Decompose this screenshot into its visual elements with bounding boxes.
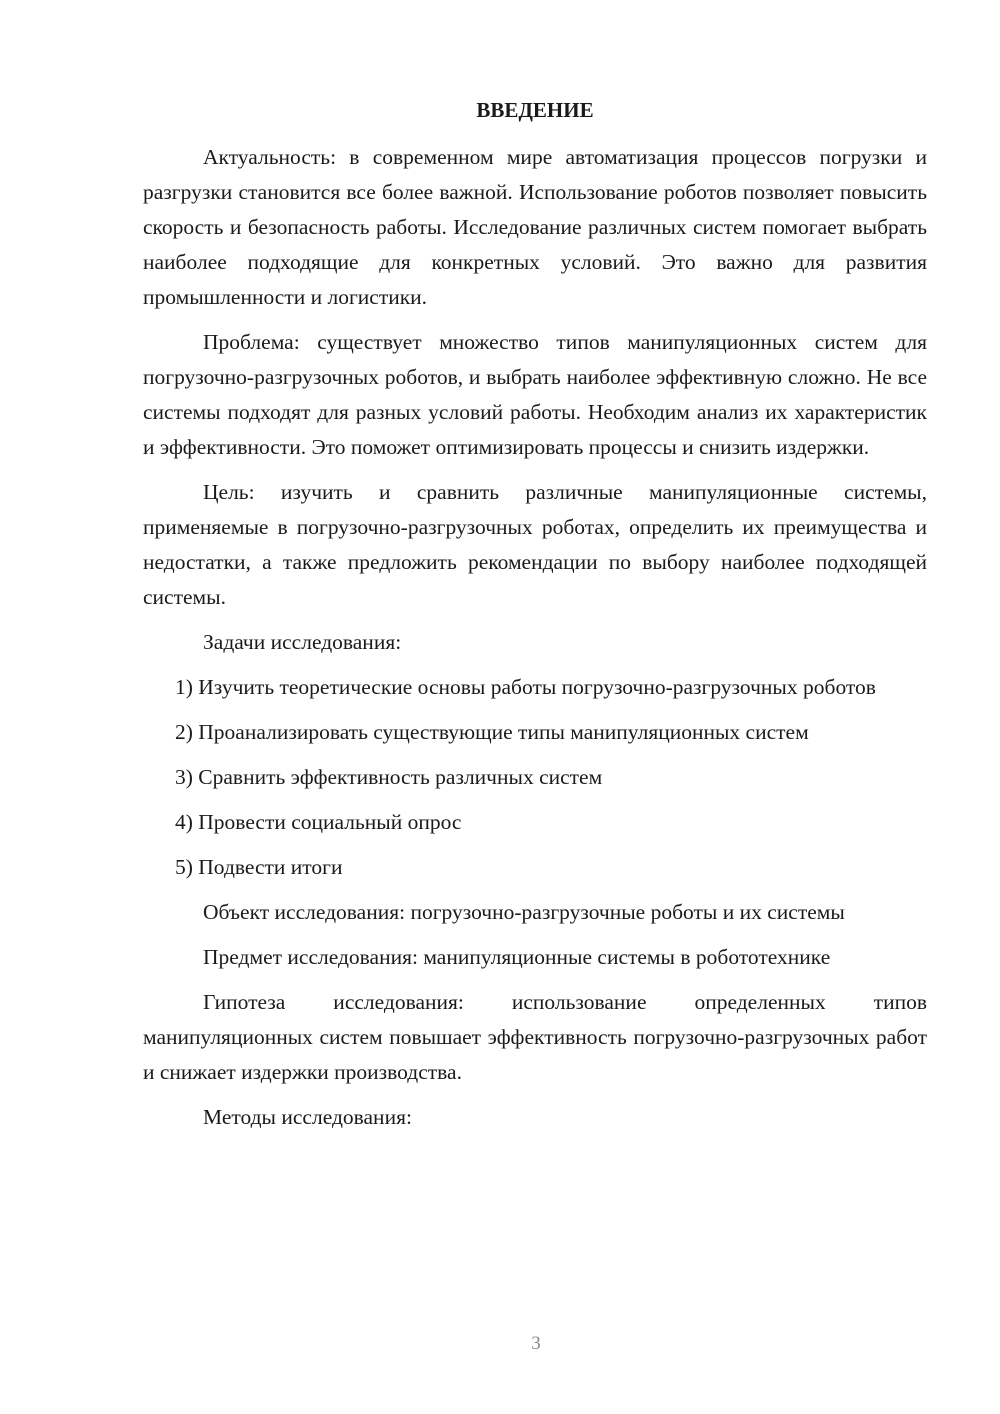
document-page (143, 92, 927, 1145)
hypothesis-paragraph: Гипотеза исследования: использование определенных типов манипуляционных систем повышает эффективность погрузочно-разгрузочных работ и снижает издержки производства. (143, 990, 927, 1084)
methods-heading: Методы исследования: (203, 1105, 412, 1129)
task-item-4: 4) Провести социальный опрос (175, 810, 462, 834)
tasks-heading: Задачи исследования: (203, 630, 402, 654)
page-number: 3 (531, 1333, 541, 1354)
problem-paragraph: Проблема: существует множество типов манипуляционных систем для погрузочно-разгрузочных роботов, и выбрать наиболее эффективную сложно. Не все системы подходят для разных условий работы. Необходим анализ их характеристик и эффективности. Это поможет оптимизировать процессы и снизить издержки. (143, 330, 927, 459)
goal-paragraph: Цель: изучить и сравнить различные манипуляционные системы, применяемые в погрузочно-разгрузочных роботах, определить их преимущества и недостатки, а также предложить рекомендации по выбору наиболее подходящей системы. (143, 480, 927, 609)
task-item-5: 5) Подвести итоги (175, 855, 343, 879)
section-title: ВВЕДЕНИЕ (476, 98, 594, 122)
task-item-2: 2) Проанализировать существующие типы манипуляционных систем (175, 720, 809, 744)
task-item-3: 3) Сравнить эффективность различных систем (175, 765, 603, 789)
task-item-1: 1) Изучить теоретические основы работы погрузочно-разгрузочных роботов (175, 675, 876, 699)
object-paragraph: Объект исследования: погрузочно-разгрузочные роботы и их системы (203, 900, 845, 924)
relevance-paragraph: Актуальность: в современном мире автоматизация процессов погрузки и разгрузки становится все более важной. Использование роботов позволяет повысить скорость и безопасность работы. Исследование различных систем помогает выбрать наиболее подходящие для конкретных условий. Это важно для развития промышленности и логистики. (143, 145, 927, 309)
subject-paragraph: Предмет исследования: манипуляционные системы в робототехнике (203, 945, 831, 969)
